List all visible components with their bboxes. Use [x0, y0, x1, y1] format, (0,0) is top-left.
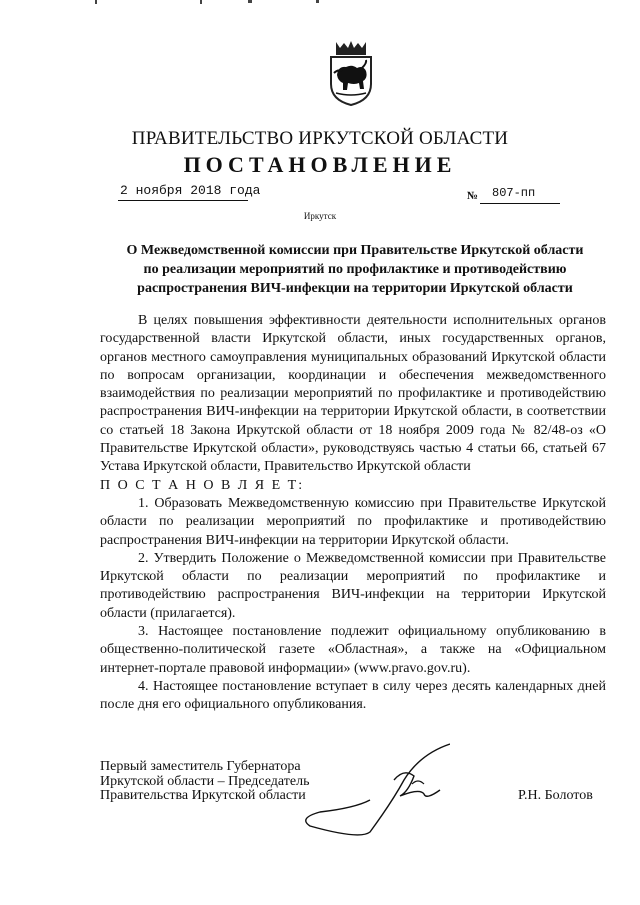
position-line: Правительства Иркутской области	[100, 788, 306, 803]
position-line: Иркутской области – Председатель	[100, 773, 310, 789]
number-sign: №	[467, 190, 479, 202]
subject-line: по реализации мероприятий по профилактике и противодействию	[143, 262, 567, 277]
scan-edge-marks	[0, 0, 640, 6]
resolves-heading: П О С Т А Н О В Л Я Е Т:	[100, 477, 305, 493]
subject-line: О Межведомственной комиссии при Правительстве Иркутской области	[126, 243, 584, 258]
date-underline	[118, 200, 248, 201]
position-line: Первый заместитель Губернатора	[100, 759, 301, 774]
signatory-position	[100, 760, 309, 804]
issue-city: Иркутск	[303, 211, 337, 221]
number-underline	[480, 203, 560, 204]
resolution-item: 3. Настоящее постановление подлежит официальному опубликованию в общественно-политической газете «Областная», а также на «Официальном интернет-портале правовой информации» (www.pravo.gov.ru).	[100, 624, 606, 676]
document-subject	[100, 241, 610, 298]
document-body	[100, 312, 606, 715]
document-date: 2 ноября 2018 года	[120, 183, 261, 198]
resolution-item: 2. Утвердить Положение о Межведомственной комиссии при Правительстве Иркутской области по реализации мероприятий по профилактике и противодействию распространения ВИЧ-инфекции на территории Иркутской области (прилагается).	[100, 550, 606, 621]
government-title: ПРАВИТЕЛЬСТВО ИРКУТСКОЙ ОБЛАСТИ	[131, 128, 509, 149]
signatory-name: Р.Н. Болотов	[518, 788, 593, 803]
resolution-item: 1. Образовать Межведомственную комиссию при Правительстве Иркутской области по реализации мероприятий по профилактике и противодействию распространения ВИЧ-инфекции на территории Иркутской области.	[100, 495, 606, 548]
handwritten-signature	[300, 740, 450, 840]
resolution-item: 4. Настоящее постановление вступает в силу через десять календарных дней после дня его официального опубликования.	[100, 678, 606, 713]
subject-line: распространения ВИЧ-инфекции на территории Иркутской области	[137, 281, 573, 296]
irkutsk-coat-of-arms-icon	[326, 40, 376, 106]
document-number: 807-пп	[492, 186, 536, 200]
document-type-heading: ПОСТАНОВЛЕНИЕ	[183, 152, 457, 177]
preamble-paragraph: В целях повышения эффективности деятельности исполнительных органов государственной власти Иркутской области, иных государственных органов, органов местного самоуправления муниципальных образований Иркутской области по вопросам организации, координации и обеспечения межведомственного взаимодействия по реализации мероприятий по профилактике и противодействию распространения ВИЧ-инфекции на территории Иркутской области, в соответствии со статьей 18 Закона Иркутской области от 18 ноября 2009 года № 82/48-оз «О Правительстве Иркутской области», руководствуясь частью 4 статьи 66, статьей 67 Устава Иркутской области, Правительство Иркутской области	[100, 313, 606, 475]
